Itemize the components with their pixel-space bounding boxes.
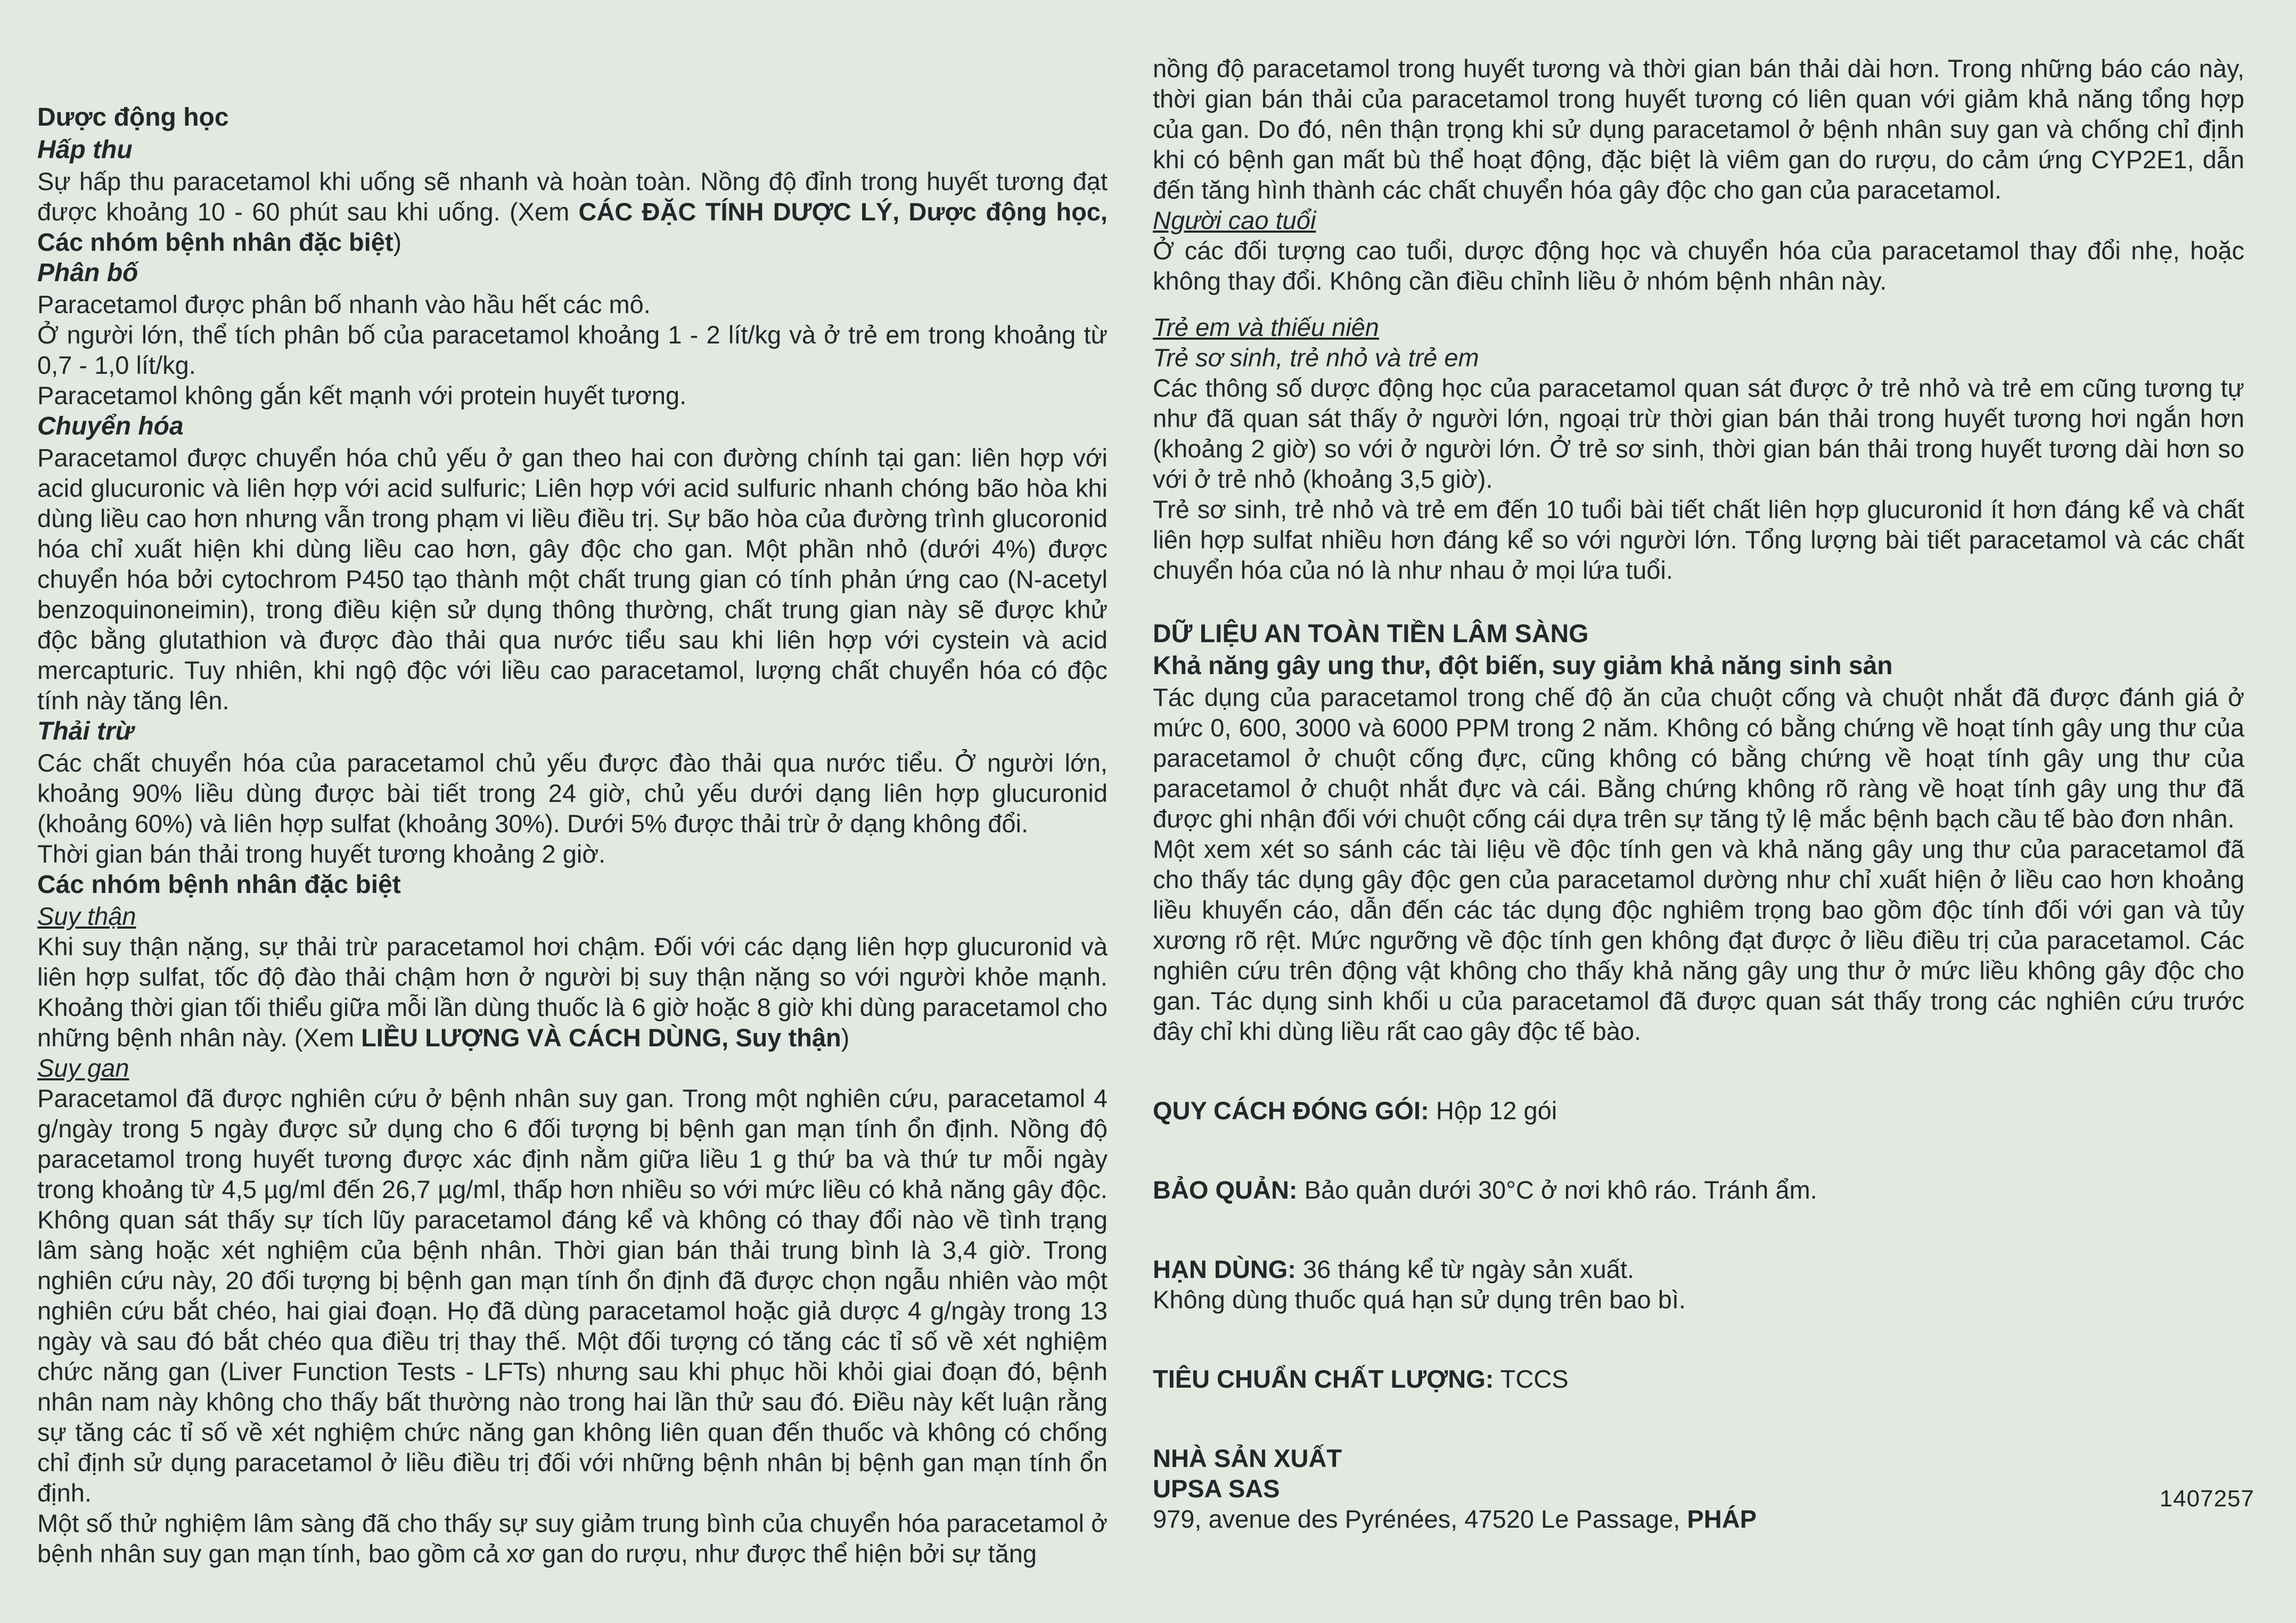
absorption-text: Sự hấp thu paracetamol khi uống sẽ nhanh và hoàn toàn. Nồng độ đỉnh trong huyết tương đạt được khoảng 10 - 60 phút sau khi uống. (Xem CÁC ĐẶC TÍNH DƯỢC LÝ, Dược động học, Các nhóm bệnh nhân đặc biệt): [37, 167, 1108, 256]
manufacturer-address: 979, avenue des Pyrénées, 47520 Le Passage, PHÁP: [1153, 1505, 1757, 1533]
renal-text: Khi suy thận nặng, sự thải trừ paracetamol hơi chậm. Đối với các dạng liên hợp glucuronid và liên hợp sulfat, tốc độ đào thải chậm hơn ở người bị suy thận nặng so với người khỏe mạnh. Khoảng thời gian tối thiểu giữa mỗi lần dùng thuốc là 6 giờ hoặc 8 giờ khi dùng paracetamol cho những bệnh nhân này. (Xem LIỀU LƯỢNG VÀ CÁCH DÙNG, Suy thận): [37, 932, 1108, 1052]
preclinical-subtitle: Khả năng gây ung thư, đột biến, suy giảm khả năng sinh sản: [1153, 652, 1893, 680]
distribution-p2: Ở người lớn, thể tích phân bố của paracetamol khoảng 1 - 2 lít/kg và ở trẻ em trong khoảng từ 0,7 - 1,0 lít/kg.: [37, 321, 1108, 379]
heading-children: Trẻ em và thiếu niên: [1153, 313, 1379, 341]
hepatic-continued: nồng độ paracetamol trong huyết tương và thời gian bán thải dài hơn. Trong những báo cáo này, thời gian bán thải của paracetamol trong huyết tương có liên quan với giảm khả năng tổng hợp của gan. Do đó, nên thận trọng khi sử dụng paracetamol ở bệnh nhân suy gan và chống chỉ định khi có bệnh gan mất bù thể hoạt động, đặc biệt là viêm gan do rượu, do cảm ứng CYP2E1, dẫn đến tăng hình thành các chất chuyển hóa gây độc cho gan của paracetamol.: [1153, 54, 2244, 204]
hepatic-p2: Một số thử nghiệm lâm sàng đã cho thấy sự suy giảm trung bình của chuyển hóa paracetamol ở bệnh nhân suy gan mạn tính, bao gồm cả xơ gan do rượu, như được thể hiện bởi sự tăng: [37, 1509, 1108, 1568]
elderly-text: Ở các đối tượng cao tuổi, dược động học và chuyển hóa của paracetamol thay đổi nhẹ, hoặc không thay đổi. Không cần điều chỉnh liều ở nhóm bệnh nhân này.: [1153, 236, 2244, 295]
elimination-p1: Các chất chuyển hóa của paracetamol chủ yếu được đào thải qua nước tiểu. Ở người lớn, khoảng 90% liều dùng được bài tiết trong 24 giờ, chủ yếu dưới dạng liên hợp glucuronid (khoảng 60%) và liên hợp sulfat (khoảng 30%). Dưới 5% được thải trừ ở dạng không đổi.: [37, 749, 1108, 838]
manufacturer-name: UPSA SAS: [1153, 1474, 1280, 1503]
preclinical-title: DỮ LIỆU AN TOÀN TIỀN LÂM SÀNG: [1153, 620, 1589, 648]
heading-hepatic: Suy gan: [37, 1054, 129, 1082]
elimination-p2: Thời gian bán thải trong huyết tương khoảng 2 giờ.: [37, 840, 606, 868]
subheading-children: Trẻ sơ sinh, trẻ nhỏ và trẻ em: [1153, 343, 1479, 372]
quality-line: TIÊU CHUẨN CHẤT LƯỢNG: TCCS: [1153, 1365, 1569, 1393]
expiry-line: HẠN DÙNG: 36 tháng kể từ ngày sản xuất.: [1153, 1255, 1634, 1283]
preclinical-p1: Tác dụng của paracetamol trong chế độ ăn của chuột cống và chuột nhắt đã được đánh giá ở mức 0, 600, 3000 và 6000 PPM trong 2 năm. Không có bằng chứng về hoạt tính gây ung thư của paracetamol ở chuột cống đực, cũng không có bằng chứng về hoạt tính gây ung thư của paracetamol ở chuột nhắt đực và cái. Bằng chứng không rõ ràng về hoạt tính gây ung thư đã được ghi nhận đối với chuột cống cái dựa trên sự tăng tỷ lệ mắc bệnh bạch cầu tế bào đơn nhân.: [1153, 683, 2244, 833]
manufacturer-label: NHÀ SẢN XUẤT: [1153, 1444, 1342, 1472]
absorption-ref: CÁC ĐẶC TÍNH DƯỢC LÝ, Dược động học, Các nhóm bệnh nhân đặc biệt: [37, 198, 1108, 256]
hepatic-p1: Paracetamol đã được nghiên cứu ở bệnh nhân suy gan. Trong một nghiên cứu, paracetamol 4 g/ngày trong 5 ngày được sử dụng cho 6 đối tượng bị bệnh gan mạn tính ổn định. Nồng độ paracetamol trong huyết tương được xác định nằm giữa liều 1 g thứ ba và thứ tư mỗi ngày trong khoảng từ 4,5 µg/ml đến 26,7 µg/ml, thấp hơn nhiều so với mức liều có khả năng gây độc. Không quan sát thấy sự tích lũy paracetamol đáng kể và không có thay đổi nào về tình trạng lâm sàng hoặc xét nghiệm của bệnh nhân. Thời gian bán thải trung bình là 3,4 giờ. Trong nghiên cứu này, 20 đối tượng bị bệnh gan mạn tính ổn định đã được chọn ngẫu nhiên vào một nghiên cứu bắt chéo, hai giai đoạn. Họ đã dùng paracetamol hoặc giả dược 4 g/ngày trong 13 ngày và sau đó bắt chéo qua điều trị thay thế. Một đối tượng có tăng các tỉ số về xét nghiệm chức năng gan (Liver Function Tests - LFTs) nhưng sau khi phục hồi khỏi giai đoạn đó, bệnh nhân nam này không cho thấy bất thường nào trong hai lần thử sau đó. Điều này kết luận rằng sự tăng các tỉ số về xét nghiệm chức năng gan không liên quan đến thuốc và không có chống chỉ định sử dụng paracetamol ở liều điều trị đối với những bệnh nhân bị bệnh gan mạn tính ổn định.: [37, 1084, 1108, 1507]
heading-elimination: Thải trừ: [37, 717, 134, 745]
heading-absorption: Hấp thu: [37, 136, 133, 164]
distribution-p1: Paracetamol được phân bố nhanh vào hầu hết các mô.: [37, 290, 651, 318]
expiry-note: Không dùng thuốc quá hạn sử dụng trên bao bì.: [1153, 1285, 1686, 1314]
heading-distribution: Phân bố: [37, 259, 138, 287]
packaging-line: QUY CÁCH ĐÓNG GÓI: Hộp 12 gói: [1153, 1096, 1557, 1125]
storage-line: BẢO QUẢN: Bảo quản dưới 30°C ở nơi khô ráo. Tránh ẩm.: [1153, 1176, 1817, 1204]
renal-ref: LIỀU LƯỢNG VÀ CÁCH DÙNG, Suy thận: [361, 1023, 841, 1052]
distribution-p3: Paracetamol không gắn kết mạnh với protein huyết tương.: [37, 381, 687, 409]
metabolism-text: Paracetamol được chuyển hóa chủ yếu ở gan theo hai con đường chính tại gan: liên hợp với acid glucuronic và liên hợp với acid sulfuric; Liên hợp với acid sulfuric nhanh chóng bão hòa khi dùng liều cao hơn nhưng vẫn trong phạm vi liều điều trị. Sự bão hòa của đường trình glucoronid hóa chỉ xuất hiện khi dùng liều cao hơn, gây độc cho gan. Một phần nhỏ (dưới 4%) được chuyển hóa bởi cytochrom P450 tạo thành một chất trung gian có tính phản ứng cao (N-acetyl benzoquinoneimin), trong điều kiện sử dụng thông thường, chất trung gian này sẽ được khử độc bằng glutathion và được đào thải qua nước tiểu sau khi liên hợp với cystein và acid mercapturic. Tuy nhiên, khi ngộ độc với liều cao paracetamol, lượng chất chuyển hóa có độc tính này tăng lên.: [37, 444, 1108, 715]
preclinical-p2: Một xem xét so sánh các tài liệu về độc tính gen và khả năng gây ung thư của paracetamol đã cho thấy tác dụng gây độc gen của paracetamol dường như chỉ xuất hiện ở liều cao hơn khoảng liều khuyến cáo, dẫn đến các tác dụng độc nghiêm trọng bao gồm độc tính đối với gan và tủy xương rõ rệt. Mức ngưỡng về độc tính gen không đạt được ở liều điều trị của paracetamol. Các nghiên cứu trên động vật không cho thấy khả năng gây ung thư ở mức liều không gây độc cho gan. Tác dụng sinh khối u của paracetamol đã được quan sát thấy trong các nghiên cứu trước đây chỉ khi dùng liều rất cao gây độc tế bào.: [1153, 835, 2244, 1045]
batch-code: 1407257: [2159, 1486, 2254, 1512]
section-title-pharmacokinetics: Dược động học: [37, 103, 229, 132]
heading-special-populations: Các nhóm bệnh nhân đặc biệt: [37, 871, 401, 899]
left-column: [37, 101, 1108, 1623]
right-column: [1153, 53, 2244, 1623]
children-p1: Các thông số dược động học của paracetamol quan sát được ở trẻ nhỏ và trẻ em cũng tương tự như đã quan sát thấy ở người lớn, ngoại trừ thời gian bán thải trong huyết tương hơi ngắn hơn (khoảng 2 giờ) so với ở người lớn. Ở trẻ sơ sinh, thời gian bán thải trong huyết tương dài hơn so với ở trẻ nhỏ (khoảng 3,5 giờ).: [1153, 374, 2244, 493]
heading-metabolism: Chuyển hóa: [37, 412, 184, 440]
heading-renal: Suy thận: [37, 902, 136, 930]
heading-elderly: Người cao tuổi: [1153, 206, 1316, 234]
children-p2: Trẻ sơ sinh, trẻ nhỏ và trẻ em đến 10 tuổi bài tiết chất liên hợp glucuronid ít hơn đáng kể và chất liên hợp sulfat nhiều hơn đáng kể so với người lớn. Tổng lượng bài tiết paracetamol và các chất chuyển hóa của nó là như nhau ở mọi lứa tuổi.: [1153, 495, 2244, 584]
